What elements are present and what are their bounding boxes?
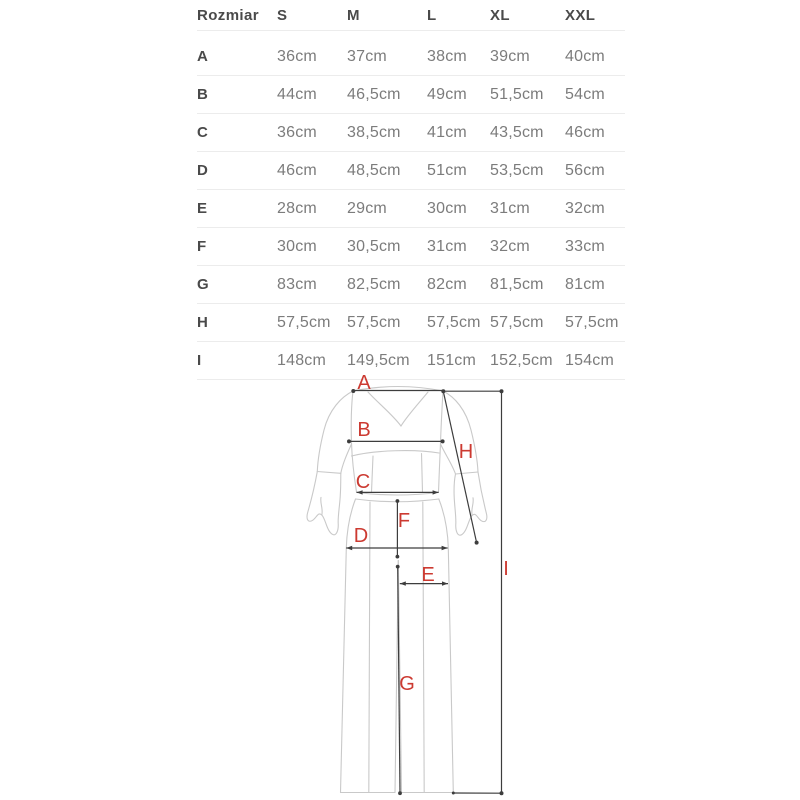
- row-label: E: [197, 190, 277, 228]
- size-value-cell: 28cm: [277, 190, 347, 228]
- size-column-header: Rozmiar: [197, 0, 277, 31]
- size-header-xxl: XXL: [565, 0, 625, 31]
- size-value-cell: 57,5cm: [490, 304, 565, 342]
- measure-label-a: A: [357, 372, 371, 394]
- size-value-cell: 39cm: [490, 38, 565, 76]
- measure-label-f: F: [397, 510, 411, 532]
- size-header-l: L: [427, 0, 490, 31]
- size-value-cell: 31cm: [490, 190, 565, 228]
- row-label: I: [197, 342, 277, 380]
- measure-label-b: B: [357, 419, 371, 441]
- size-value-cell: 148cm: [277, 342, 347, 380]
- size-header-xl: XL: [490, 0, 565, 31]
- row-label: C: [197, 114, 277, 152]
- size-value-cell: 40cm: [565, 38, 625, 76]
- measure-label-c: C: [355, 471, 371, 493]
- size-value-cell: 57,5cm: [347, 304, 427, 342]
- measure-label-e: E: [421, 564, 435, 586]
- size-header-m: M: [347, 0, 427, 31]
- size-value-cell: 32cm: [565, 190, 625, 228]
- size-value-cell: 38,5cm: [347, 114, 427, 152]
- measure-label-h: H: [458, 441, 474, 463]
- row-label: G: [197, 266, 277, 304]
- size-value-cell: 57,5cm: [565, 304, 625, 342]
- size-value-cell: 56cm: [565, 152, 625, 190]
- size-value-cell: 49cm: [427, 76, 490, 114]
- size-value-cell: 30cm: [277, 228, 347, 266]
- size-value-cell: 46,5cm: [347, 76, 427, 114]
- size-value-cell: 30cm: [427, 190, 490, 228]
- row-label: H: [197, 304, 277, 342]
- row-label: A: [197, 38, 277, 76]
- size-value-cell: 30,5cm: [347, 228, 427, 266]
- size-value-cell: 29cm: [347, 190, 427, 228]
- size-value-cell: 57,5cm: [427, 304, 490, 342]
- size-value-cell: 51cm: [427, 152, 490, 190]
- size-value-cell: 82cm: [427, 266, 490, 304]
- size-value-cell: 152,5cm: [490, 342, 565, 380]
- size-value-cell: 44cm: [277, 76, 347, 114]
- size-value-cell: 41cm: [427, 114, 490, 152]
- size-value-cell: 36cm: [277, 38, 347, 76]
- size-value-cell: 48,5cm: [347, 152, 427, 190]
- size-value-cell: 37cm: [347, 38, 427, 76]
- size-value-cell: 31cm: [427, 228, 490, 266]
- row-label: B: [197, 76, 277, 114]
- size-value-cell: 83cm: [277, 266, 347, 304]
- row-label: D: [197, 152, 277, 190]
- row-label: F: [197, 228, 277, 266]
- size-value-cell: 82,5cm: [347, 266, 427, 304]
- size-value-cell: 43,5cm: [490, 114, 565, 152]
- size-value-cell: 81,5cm: [490, 266, 565, 304]
- size-header-s: S: [277, 0, 347, 31]
- measure-label-d: D: [353, 525, 369, 547]
- size-value-cell: 151cm: [427, 342, 490, 380]
- size-value-cell: 33cm: [565, 228, 625, 266]
- size-value-cell: 54cm: [565, 76, 625, 114]
- size-value-cell: 149,5cm: [347, 342, 427, 380]
- measure-label-i: I: [503, 558, 509, 580]
- size-value-cell: 32cm: [490, 228, 565, 266]
- size-value-cell: 36cm: [277, 114, 347, 152]
- size-value-cell: 38cm: [427, 38, 490, 76]
- size-value-cell: 46cm: [565, 114, 625, 152]
- measure-label-g: G: [399, 673, 415, 695]
- size-value-cell: 53,5cm: [490, 152, 565, 190]
- size-value-cell: 81cm: [565, 266, 625, 304]
- size-value-cell: 46cm: [277, 152, 347, 190]
- size-value-cell: 154cm: [565, 342, 625, 380]
- size-value-cell: 51,5cm: [490, 76, 565, 114]
- size-value-cell: 57,5cm: [277, 304, 347, 342]
